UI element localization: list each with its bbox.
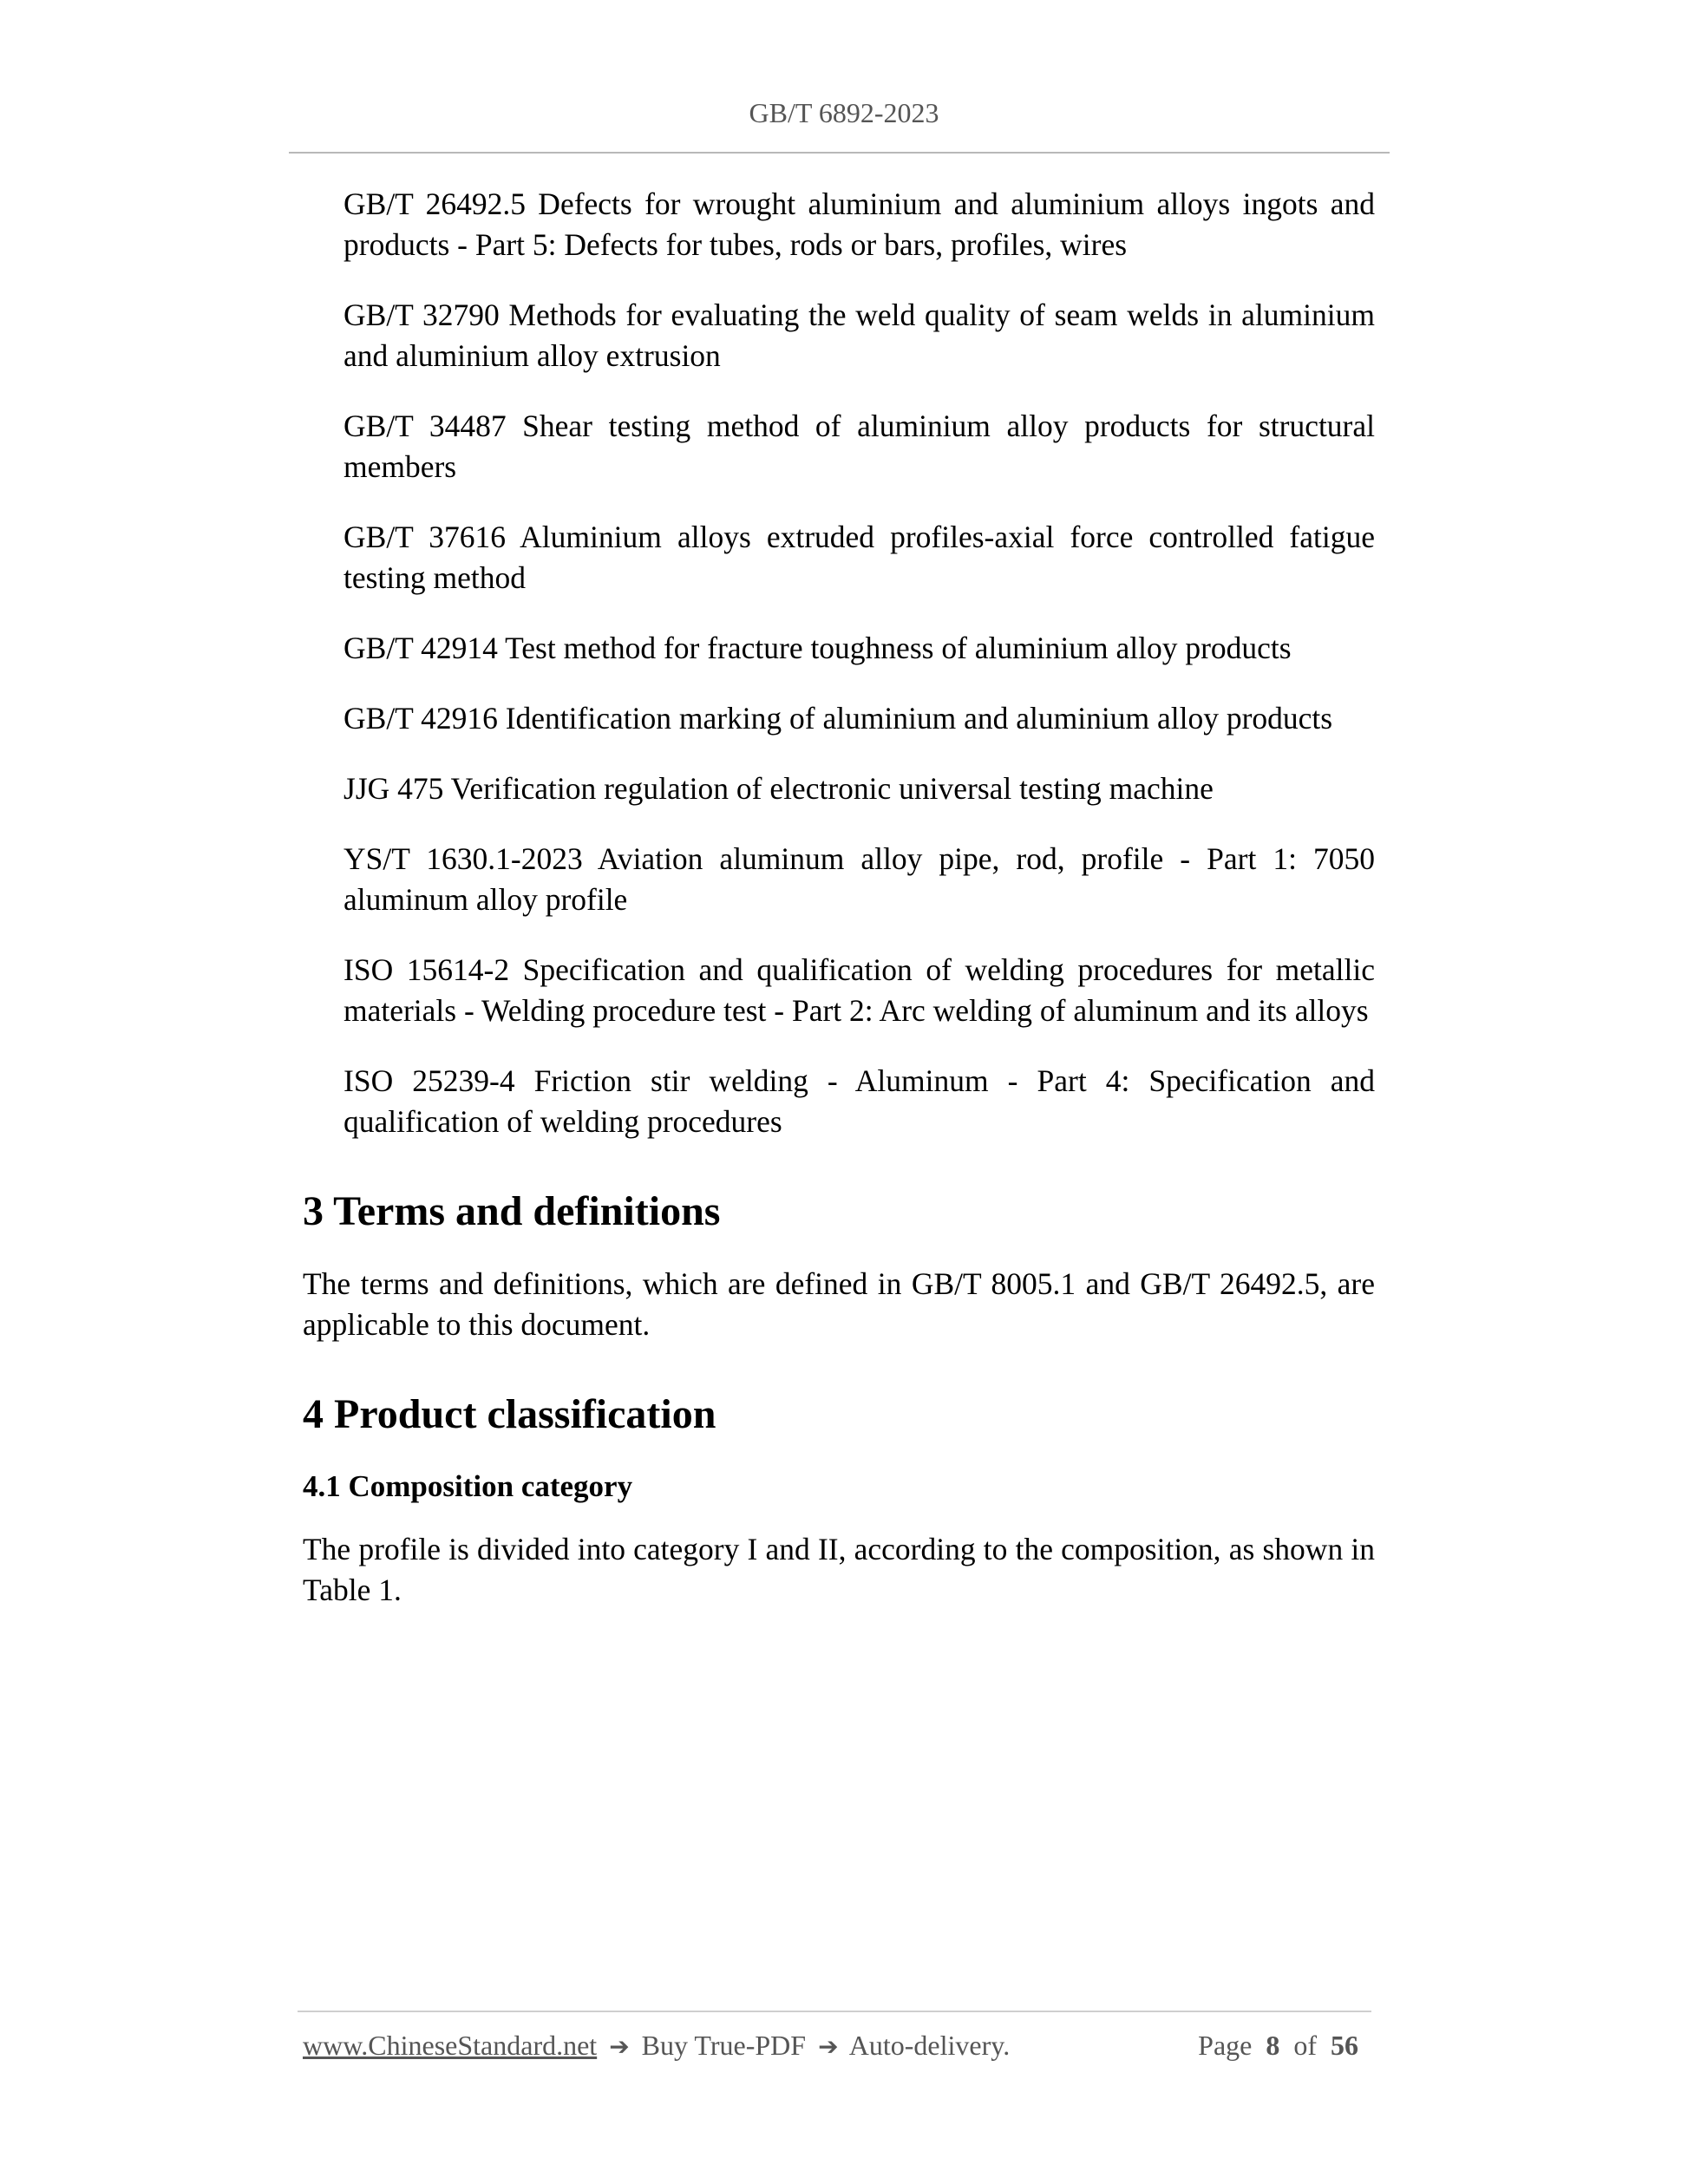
reference-item: ISO 15614-2 Specification and qualification of welding procedures for metallic materials - Welding procedure test - Part 2: Arc welding of aluminum and its alloys <box>343 952 1375 1028</box>
current-page-number: 8 <box>1266 2030 1280 2061</box>
reference-item: GB/T 37616 Aluminium alloys extruded profiles-axial force controlled fatigue testing method <box>343 520 1375 595</box>
reference-item: GB/T 34487 Shear testing method of aluminium alloy products for structural members <box>343 409 1375 484</box>
page-label: Page <box>1198 2030 1253 2061</box>
page-of-label: of <box>1293 2030 1317 2061</box>
section-3-heading: 3 Terms and definitions <box>303 1188 721 1234</box>
section-4-1-heading: 4.1 Composition category <box>303 1469 633 1503</box>
reference-item: YS/T 1630.1-2023 Aviation aluminum alloy pipe, rod, profile - Part 1: 7050 aluminum alloy profile <box>343 841 1375 917</box>
page-footer <box>303 2030 1365 2064</box>
page-header-doc-code: GB/T 6892-2023 <box>749 97 939 128</box>
section-3-paragraph: The terms and definitions, which are defined in GB/T 8005.1 and GB/T 26492.5, are applicable to this document. <box>303 1266 1375 1342</box>
reference-item: GB/T 42916 Identification marking of aluminium and aluminium alloy products <box>343 701 1333 736</box>
header-divider <box>289 152 1390 154</box>
auto-delivery-text: Auto-delivery. <box>848 2030 1011 2061</box>
page-indicator <box>1198 2030 1365 2062</box>
chinese-standard-link[interactable]: www.ChineseStandard.net <box>303 2030 598 2061</box>
right-arrow-icon: ➔ <box>818 2032 839 2061</box>
section-4-1-paragraph: The profile is divided into category I and II, according to the composition, as shown in Table 1. <box>303 1532 1375 1607</box>
page-content <box>303 184 1378 1611</box>
reference-item: ISO 25239-4 Friction stir welding - Aluminum - Part 4: Specification and qualification of welding procedures <box>343 1063 1375 1139</box>
right-arrow-icon: ➔ <box>609 2032 630 2061</box>
section-4-heading: 4 Product classification <box>303 1391 716 1437</box>
reference-item: JJG 475 Verification regulation of electronic universal testing machine <box>343 771 1214 806</box>
footer-divider <box>298 2011 1371 2012</box>
reference-item: GB/T 26492.5 Defects for wrought aluminium and aluminium alloys ingots and products - Part 5: Defects for tubes, rods or bars, profiles, wires <box>343 186 1375 262</box>
reference-item: GB/T 32790 Methods for evaluating the weld quality of seam welds in aluminium and aluminium alloy extrusion <box>343 298 1375 373</box>
reference-item: GB/T 42914 Test method for fracture toughness of aluminium alloy products <box>343 631 1292 665</box>
footer-promo <box>303 2030 1010 2062</box>
normative-references-list <box>343 184 1375 1142</box>
buy-true-pdf-text: Buy True-PDF <box>641 2030 807 2061</box>
total-pages-number: 56 <box>1331 2030 1358 2061</box>
